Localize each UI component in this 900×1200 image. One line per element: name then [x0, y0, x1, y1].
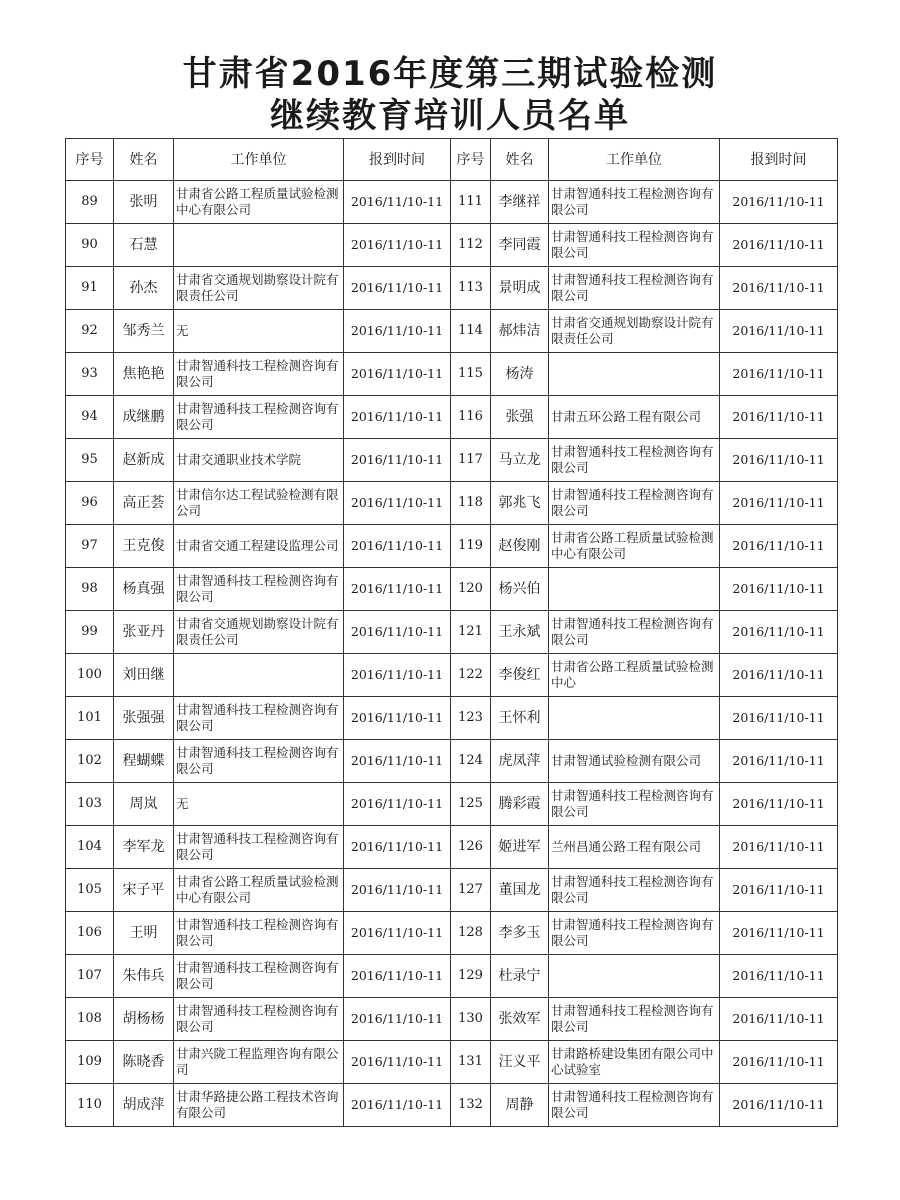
name-cell: 李继祥 — [491, 181, 549, 224]
table-row — [66, 654, 838, 697]
name-cell: 赵俊刚 — [491, 525, 549, 568]
table-row — [66, 267, 838, 310]
seq-cell: 102 — [66, 740, 114, 783]
date-cell: 2016/11/10-11 — [720, 1084, 838, 1127]
name-cell: 焦艳艳 — [114, 353, 174, 396]
date-cell: 2016/11/10-11 — [344, 697, 451, 740]
seq-cell: 117 — [451, 439, 491, 482]
name-cell: 周岚 — [114, 783, 174, 826]
date-cell: 2016/11/10-11 — [344, 826, 451, 869]
date-cell: 2016/11/10-11 — [720, 955, 838, 998]
seq-cell: 99 — [66, 611, 114, 654]
seq-cell: 124 — [451, 740, 491, 783]
date-cell: 2016/11/10-11 — [344, 482, 451, 525]
date-cell: 2016/11/10-11 — [720, 568, 838, 611]
date-cell: 2016/11/10-11 — [344, 912, 451, 955]
seq-cell: 122 — [451, 654, 491, 697]
name-cell: 宋子平 — [114, 869, 174, 912]
org-cell: 甘肃智通科技工程检测咨询有限公司 — [549, 869, 720, 912]
header-name-left: 姓名 — [114, 139, 174, 181]
document-title-line-1: 甘肃省2016年度第三期试验检测 — [182, 54, 718, 94]
org-cell: 甘肃信尔达工程试验检测有限公司 — [174, 482, 344, 525]
name-cell: 姬进军 — [491, 826, 549, 869]
date-cell: 2016/11/10-11 — [720, 654, 838, 697]
date-cell: 2016/11/10-11 — [720, 267, 838, 310]
org-cell — [549, 697, 720, 740]
org-cell — [174, 224, 344, 267]
name-cell: 腾彩霞 — [491, 783, 549, 826]
name-cell: 李多玉 — [491, 912, 549, 955]
org-cell: 甘肃智通科技工程检测咨询有限公司 — [549, 482, 720, 525]
seq-cell: 89 — [66, 181, 114, 224]
date-cell: 2016/11/10-11 — [720, 224, 838, 267]
table-row — [66, 1084, 838, 1127]
org-cell: 甘肃智通科技工程检测咨询有限公司 — [174, 740, 344, 783]
name-cell: 李同霞 — [491, 224, 549, 267]
date-cell: 2016/11/10-11 — [720, 611, 838, 654]
org-cell: 甘肃省交通规划勘察设计院有限责任公司 — [549, 310, 720, 353]
header-org-right: 工作单位 — [549, 139, 720, 181]
seq-cell: 114 — [451, 310, 491, 353]
org-cell: 甘肃省公路工程质量试验检测中心有限公司 — [549, 525, 720, 568]
header-seq-left: 序号 — [66, 139, 114, 181]
seq-cell: 95 — [66, 439, 114, 482]
org-cell: 甘肃智通科技工程检测咨询有限公司 — [549, 181, 720, 224]
seq-cell: 128 — [451, 912, 491, 955]
seq-cell: 107 — [66, 955, 114, 998]
seq-cell: 94 — [66, 396, 114, 439]
name-cell: 胡成萍 — [114, 1084, 174, 1127]
name-cell: 陈晓香 — [114, 1041, 174, 1084]
seq-cell: 116 — [451, 396, 491, 439]
date-cell: 2016/11/10-11 — [720, 310, 838, 353]
seq-cell: 119 — [451, 525, 491, 568]
seq-cell: 90 — [66, 224, 114, 267]
name-cell: 邹秀兰 — [114, 310, 174, 353]
table-row — [66, 482, 838, 525]
table-row — [66, 869, 838, 912]
date-cell: 2016/11/10-11 — [720, 869, 838, 912]
name-cell: 张亚丹 — [114, 611, 174, 654]
name-cell: 孙杰 — [114, 267, 174, 310]
seq-cell: 104 — [66, 826, 114, 869]
org-cell — [549, 568, 720, 611]
seq-cell: 106 — [66, 912, 114, 955]
org-cell: 甘肃智通科技工程检测咨询有限公司 — [549, 224, 720, 267]
date-cell: 2016/11/10-11 — [344, 568, 451, 611]
date-cell: 2016/11/10-11 — [720, 1041, 838, 1084]
org-cell: 甘肃智通科技工程检测咨询有限公司 — [549, 783, 720, 826]
name-cell: 王明 — [114, 912, 174, 955]
seq-cell: 121 — [451, 611, 491, 654]
seq-cell: 101 — [66, 697, 114, 740]
org-cell: 甘肃省交通规划勘察设计院有限责任公司 — [174, 267, 344, 310]
date-cell: 2016/11/10-11 — [344, 1084, 451, 1127]
name-cell: 汪义平 — [491, 1041, 549, 1084]
name-cell: 张强强 — [114, 697, 174, 740]
name-cell: 杨真强 — [114, 568, 174, 611]
table-row — [66, 912, 838, 955]
seq-cell: 127 — [451, 869, 491, 912]
seq-cell: 131 — [451, 1041, 491, 1084]
table-row — [66, 1041, 838, 1084]
name-cell: 石慧 — [114, 224, 174, 267]
seq-cell: 110 — [66, 1084, 114, 1127]
seq-cell: 103 — [66, 783, 114, 826]
name-cell: 董国龙 — [491, 869, 549, 912]
date-cell: 2016/11/10-11 — [344, 439, 451, 482]
org-cell: 甘肃智通科技工程检测咨询有限公司 — [549, 439, 720, 482]
name-cell: 刘田继 — [114, 654, 174, 697]
seq-cell: 120 — [451, 568, 491, 611]
org-cell — [174, 654, 344, 697]
org-cell: 甘肃省交通工程建设监理公司 — [174, 525, 344, 568]
name-cell: 周静 — [491, 1084, 549, 1127]
org-cell: 甘肃智通科技工程检测咨询有限公司 — [174, 955, 344, 998]
date-cell: 2016/11/10-11 — [720, 783, 838, 826]
name-cell: 赵新成 — [114, 439, 174, 482]
date-cell: 2016/11/10-11 — [720, 353, 838, 396]
org-cell — [549, 955, 720, 998]
trainee-roster-table — [65, 138, 838, 1127]
date-cell: 2016/11/10-11 — [344, 224, 451, 267]
name-cell: 杨兴伯 — [491, 568, 549, 611]
seq-cell: 109 — [66, 1041, 114, 1084]
seq-cell: 98 — [66, 568, 114, 611]
org-cell: 甘肃省公路工程质量试验检测中心 — [549, 654, 720, 697]
name-cell: 杜录宁 — [491, 955, 549, 998]
date-cell: 2016/11/10-11 — [720, 826, 838, 869]
name-cell: 成继鹏 — [114, 396, 174, 439]
name-cell: 高正荟 — [114, 482, 174, 525]
org-cell: 甘肃智通科技工程检测咨询有限公司 — [174, 697, 344, 740]
org-cell: 甘肃智通科技工程检测咨询有限公司 — [174, 568, 344, 611]
table-header-row — [66, 139, 838, 181]
name-cell: 朱伟兵 — [114, 955, 174, 998]
name-cell: 程蝴蝶 — [114, 740, 174, 783]
date-cell: 2016/11/10-11 — [720, 998, 838, 1041]
seq-cell: 96 — [66, 482, 114, 525]
seq-cell: 108 — [66, 998, 114, 1041]
org-cell: 甘肃省交通规划勘察设计院有限责任公司 — [174, 611, 344, 654]
date-cell: 2016/11/10-11 — [344, 525, 451, 568]
date-cell: 2016/11/10-11 — [344, 740, 451, 783]
seq-cell: 97 — [66, 525, 114, 568]
org-cell: 甘肃省公路工程质量试验检测中心有限公司 — [174, 869, 344, 912]
date-cell: 2016/11/10-11 — [344, 611, 451, 654]
date-cell: 2016/11/10-11 — [344, 998, 451, 1041]
table-row — [66, 181, 838, 224]
org-cell: 甘肃智通科技工程检测咨询有限公司 — [549, 1084, 720, 1127]
org-cell: 甘肃智通科技工程检测咨询有限公司 — [174, 826, 344, 869]
date-cell: 2016/11/10-11 — [720, 697, 838, 740]
org-cell: 甘肃智通科技工程检测咨询有限公司 — [549, 912, 720, 955]
org-cell: 甘肃智通科技工程检测咨询有限公司 — [174, 998, 344, 1041]
date-cell: 2016/11/10-11 — [344, 310, 451, 353]
header-seq-right: 序号 — [451, 139, 491, 181]
table-row — [66, 568, 838, 611]
name-cell: 虎凤萍 — [491, 740, 549, 783]
name-cell: 郝炜洁 — [491, 310, 549, 353]
header-date-left: 报到时间 — [344, 139, 451, 181]
seq-cell: 132 — [451, 1084, 491, 1127]
org-cell: 兰州昌通公路工程有限公司 — [549, 826, 720, 869]
date-cell: 2016/11/10-11 — [344, 267, 451, 310]
seq-cell: 105 — [66, 869, 114, 912]
seq-cell: 118 — [451, 482, 491, 525]
document-title-line-2: 继续教育培训人员名单 — [270, 96, 630, 136]
name-cell: 张明 — [114, 181, 174, 224]
org-cell — [549, 353, 720, 396]
seq-cell: 130 — [451, 998, 491, 1041]
table-row — [66, 525, 838, 568]
date-cell: 2016/11/10-11 — [720, 439, 838, 482]
name-cell: 马立龙 — [491, 439, 549, 482]
table-row — [66, 826, 838, 869]
table-row — [66, 955, 838, 998]
seq-cell: 115 — [451, 353, 491, 396]
name-cell: 李俊红 — [491, 654, 549, 697]
name-cell: 王永斌 — [491, 611, 549, 654]
org-cell: 甘肃交通职业技术学院 — [174, 439, 344, 482]
name-cell: 景明成 — [491, 267, 549, 310]
header-org-left: 工作单位 — [174, 139, 344, 181]
date-cell: 2016/11/10-11 — [720, 396, 838, 439]
date-cell: 2016/11/10-11 — [344, 396, 451, 439]
org-cell: 无 — [174, 310, 344, 353]
seq-cell: 113 — [451, 267, 491, 310]
name-cell: 王怀利 — [491, 697, 549, 740]
seq-cell: 126 — [451, 826, 491, 869]
seq-cell: 92 — [66, 310, 114, 353]
table-row — [66, 611, 838, 654]
date-cell: 2016/11/10-11 — [344, 869, 451, 912]
name-cell: 杨涛 — [491, 353, 549, 396]
table-row — [66, 396, 838, 439]
date-cell: 2016/11/10-11 — [344, 654, 451, 697]
table-row — [66, 783, 838, 826]
name-cell: 郭兆飞 — [491, 482, 549, 525]
date-cell: 2016/11/10-11 — [720, 181, 838, 224]
org-cell: 甘肃智通科技工程检测咨询有限公司 — [549, 611, 720, 654]
org-cell: 甘肃路桥建设集团有限公司中心试验室 — [549, 1041, 720, 1084]
seq-cell: 91 — [66, 267, 114, 310]
name-cell: 张效军 — [491, 998, 549, 1041]
seq-cell: 112 — [451, 224, 491, 267]
header-date-right: 报到时间 — [720, 139, 838, 181]
org-cell: 甘肃兴陇工程监理咨询有限公司 — [174, 1041, 344, 1084]
org-cell: 甘肃智通科技工程检测咨询有限公司 — [174, 353, 344, 396]
org-cell: 甘肃省公路工程质量试验检测中心有限公司 — [174, 181, 344, 224]
org-cell: 甘肃智通科技工程检测咨询有限公司 — [174, 912, 344, 955]
name-cell: 胡杨杨 — [114, 998, 174, 1041]
table-row — [66, 224, 838, 267]
date-cell: 2016/11/10-11 — [720, 482, 838, 525]
table-row — [66, 310, 838, 353]
header-name-right: 姓名 — [491, 139, 549, 181]
seq-cell: 123 — [451, 697, 491, 740]
seq-cell: 100 — [66, 654, 114, 697]
seq-cell: 129 — [451, 955, 491, 998]
org-cell: 甘肃华路捷公路工程技术咨询有限公司 — [174, 1084, 344, 1127]
seq-cell: 125 — [451, 783, 491, 826]
org-cell: 甘肃智通科技工程检测咨询有限公司 — [174, 396, 344, 439]
table-row — [66, 998, 838, 1041]
date-cell: 2016/11/10-11 — [344, 353, 451, 396]
table-row — [66, 439, 838, 482]
seq-cell: 93 — [66, 353, 114, 396]
org-cell: 甘肃五环公路工程有限公司 — [549, 396, 720, 439]
date-cell: 2016/11/10-11 — [344, 181, 451, 224]
org-cell: 无 — [174, 783, 344, 826]
seq-cell: 111 — [451, 181, 491, 224]
org-cell: 甘肃智通科技工程检测咨询有限公司 — [549, 267, 720, 310]
date-cell: 2016/11/10-11 — [720, 525, 838, 568]
name-cell: 张强 — [491, 396, 549, 439]
date-cell: 2016/11/10-11 — [344, 1041, 451, 1084]
date-cell: 2016/11/10-11 — [344, 955, 451, 998]
name-cell: 王克俊 — [114, 525, 174, 568]
date-cell: 2016/11/10-11 — [344, 783, 451, 826]
org-cell: 甘肃智通试验检测有限公司 — [549, 740, 720, 783]
table-row — [66, 740, 838, 783]
name-cell: 李军龙 — [114, 826, 174, 869]
date-cell: 2016/11/10-11 — [720, 912, 838, 955]
date-cell: 2016/11/10-11 — [720, 740, 838, 783]
table-row — [66, 697, 838, 740]
table-row — [66, 353, 838, 396]
org-cell: 甘肃智通科技工程检测咨询有限公司 — [549, 998, 720, 1041]
